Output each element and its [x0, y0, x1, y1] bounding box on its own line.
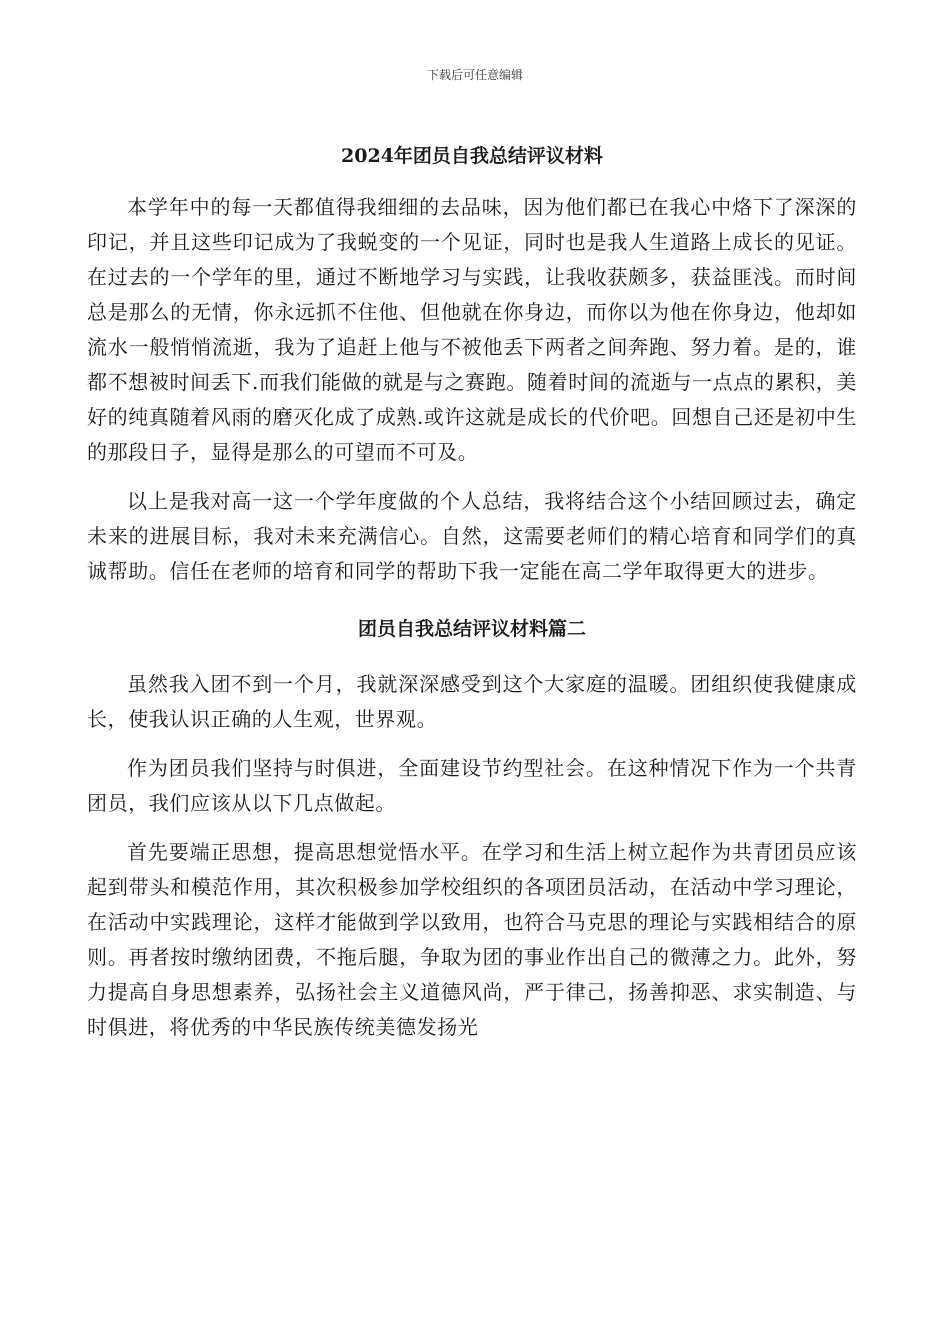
paragraph: 以上是我对高一这一个学年度做的个人总结，我将结合这个小结回顾过去，确定未来的进展目标，我对未来充满信心。自然，这需要老师们的精心培育和同学们的真诚帮助。信任在老师的培育和同学的帮助下我一定能在高二学年取得更大的进步。: [87, 489, 857, 583]
document-title: 2024年团员自我总结评议材料: [341, 145, 603, 167]
paragraph: 本学年中的每一天都值得我细细的去品味，因为他们都已在我心中烙下了深深的印记，并且这些印记成为了我蜕变的一个见证，同时也是我人生道路上成长的见证。在过去的一个学年的里，通过不断地学习与实践，让我收获颇多，获益匪浅。而时间总是那么的无情，你永远抓不住他、但他就在你身边，而你以为他在你身边，他却如流水一般悄悄流逝，我为了追赶上他与不被他丢下两者之间奔跑、努力着。是的，谁都不想被时间丢下.而我们能做的就是与之赛跑。随着时间的流逝与一点点的累积，美好的纯真随着风雨的磨灭化成了成熟.或许这就是成长的代价吧。回想自己还是初中生的那段日子，显得是那么的可望而不可及。: [87, 195, 857, 464]
document-body: [87, 138, 857, 1059]
section-title: 团员自我总结评议材料篇二: [357, 618, 586, 640]
paragraph: 作为团员我们坚持与时俱进，全面建设节约型社会。在这种情况下作为一个共青团员，我们应该从以下几点做起。: [87, 756, 857, 815]
paragraph: 虽然我入团不到一个月，我就深深感受到这个大家庭的温暖。团组织使我健康成长，使我认识正确的人生观，世界观。: [87, 672, 857, 731]
running-header: 下载后可任意编辑: [426, 68, 523, 82]
paragraph: 首先要端正思想，提高思想觉悟水平。在学习和生活上树立起作为共青团员应该起到带头和模范作用，其次积极参加学校组织的各项团员活动，在活动中学习理论，在活动中实践理论，这样才能做到学以致用，也符合马克思的理论与实践相结合的原则。再者按时缴纳团费，不拖后腿，争取为团的事业作出自己的微薄之力。此外，努力提高自身思想素养，弘扬社会主义道德风尚，严于律己，扬善抑恶、求实制造、与时俱进，将优秀的中华民族传统美德发扬光: [87, 840, 857, 1039]
